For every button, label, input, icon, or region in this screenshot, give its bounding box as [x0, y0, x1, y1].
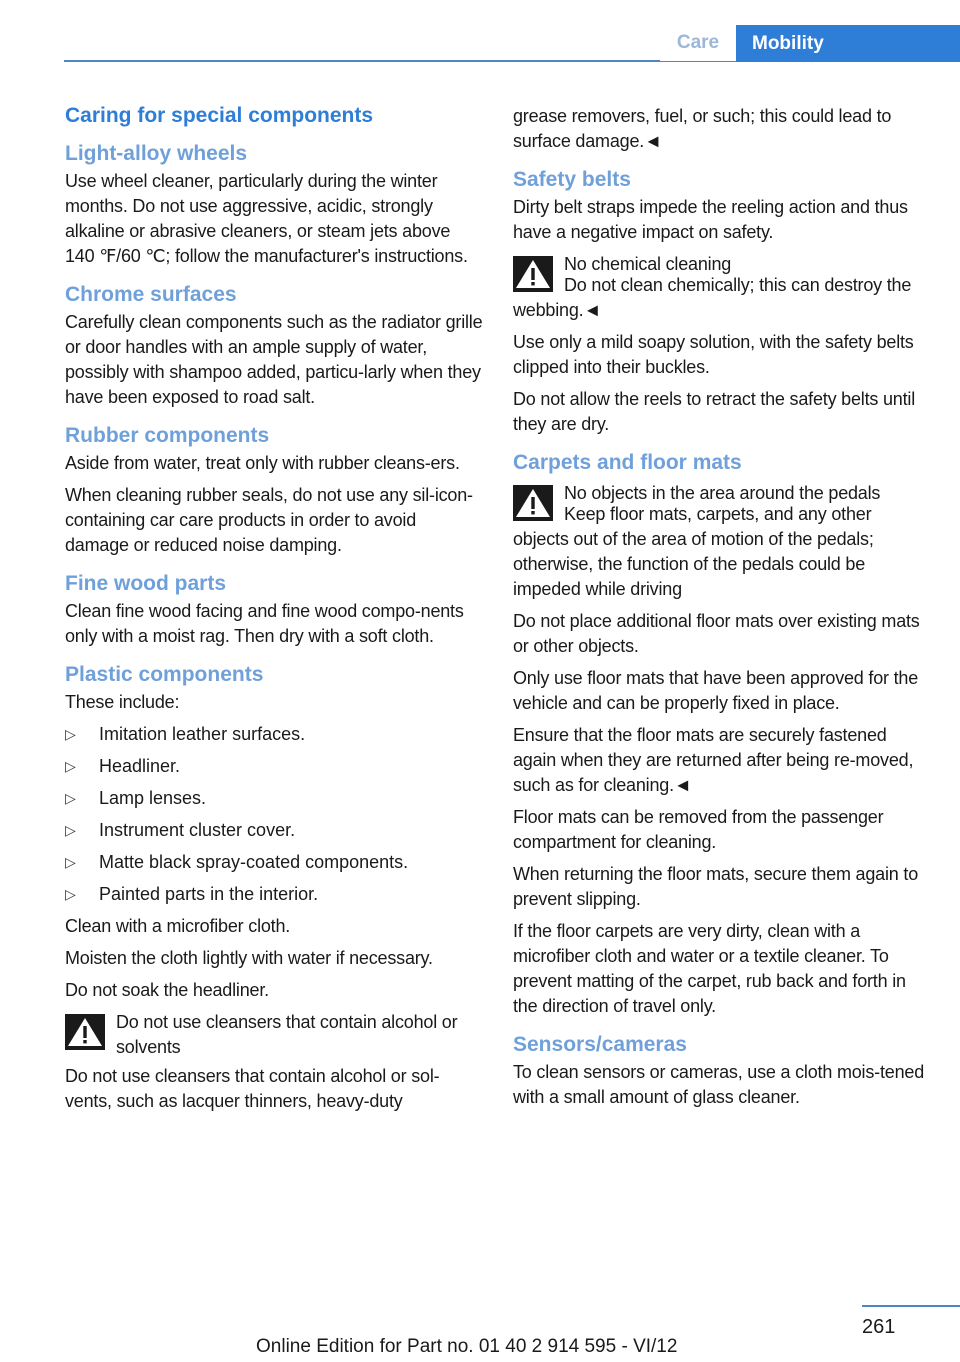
bullet-triangle-icon: ▷ — [65, 758, 76, 774]
footer-rule — [862, 1305, 960, 1307]
list-item: ▷ Matte black spray-coated components. — [65, 850, 483, 875]
paragraph: Do not place additional floor mats over existing mats or other objects. — [513, 611, 920, 656]
paragraph: Do not allow the reels to retract the safety belts until they are dry. — [513, 389, 916, 434]
warning-text: Do not clean chemically; this can destroy the webbing.◄ — [513, 275, 912, 320]
paragraph: Do not soak the headliner. — [65, 980, 269, 1000]
list-item: ▷ Lamp lenses. — [65, 786, 483, 811]
warning-block — [65, 1010, 483, 1060]
edition-footer: Online Edition for Part no. 01 40 2 914 595 - VI/12 — [256, 1336, 678, 1357]
paragraph: Use only a mild soapy solution, with the safety belts clipped into their buckles. — [513, 332, 914, 377]
paragraph: Carefully clean components such as the radiator grille or door handles with an ample supply of water, possibly with shampoo added, particu-larly when they have been exposed to road salt. — [65, 312, 483, 407]
heading-chrome-surfaces: Chrome surfaces — [65, 283, 237, 306]
bullet-triangle-icon: ▷ — [65, 822, 76, 838]
heading-plastic-components: Plastic components — [65, 663, 264, 686]
bullet-triangle-icon: ▷ — [65, 790, 76, 806]
tab-mobility[interactable]: Mobility — [736, 25, 960, 62]
right-column — [513, 104, 931, 1117]
paragraph: grease removers, fuel, or such; this could lead to surface damage.◄ — [513, 106, 892, 151]
warning-triangle-icon — [513, 256, 553, 292]
paragraph: Dirty belt straps impede the reeling action and thus have a negative impact on safety. — [513, 197, 908, 242]
heading-rubber-components: Rubber components — [65, 424, 270, 447]
list-item: ▷ Headliner. — [65, 754, 483, 779]
warning-block — [513, 252, 931, 277]
paragraph: Use wheel cleaner, particularly during the winter months. Do not use aggressive, acidic, strongly alkaline or abrasive cleaners, or steam jets above 140 ℉/60 ℃; follow the manufacturer's instructions. — [65, 171, 468, 266]
page-number: 261 — [862, 1316, 896, 1338]
paragraph: Aside from water, treat only with rubber cleans-ers. — [65, 453, 460, 473]
bullet-triangle-icon: ▷ — [65, 854, 76, 870]
paragraph: Only use floor mats that have been approved for the vehicle and can be properly fixed in place. — [513, 668, 919, 713]
paragraph: Floor mats can be removed from the passenger compartment for cleaning. — [513, 807, 884, 852]
bullet-triangle-icon: ▷ — [65, 886, 76, 902]
warning-text: Keep floor mats, carpets, and any other objects out of the area of motion of the pedals; otherwise, the function of the pedals could be impeded while driving — [513, 504, 874, 599]
warning-title: Do not use cleansers that contain alcohol or solvents — [116, 1012, 458, 1057]
paragraph: These include: — [65, 692, 180, 712]
list-item: ▷ Instrument cluster cover. — [65, 818, 483, 843]
tab-care[interactable]: Care — [660, 25, 736, 61]
warning-triangle-icon — [513, 485, 553, 521]
paragraph: When cleaning rubber seals, do not use any sil-icon-containing car care products in order to avoid damage or reduced noise damping. — [65, 485, 473, 555]
heading-light-alloy-wheels: Light-alloy wheels — [65, 142, 248, 165]
paragraph: When returning the floor mats, secure them again to prevent slipping. — [513, 864, 919, 909]
paragraph: Moisten the cloth lightly with water if necessary. — [65, 948, 433, 968]
section-title: Caring for special components — [65, 104, 374, 127]
warning-title: No chemical cleaning — [564, 254, 732, 274]
heading-safety-belts: Safety belts — [513, 168, 631, 191]
bullet-triangle-icon: ▷ — [65, 726, 76, 742]
list-item: ▷ Painted parts in the interior. — [65, 882, 483, 907]
warning-triangle-icon — [65, 1014, 105, 1050]
heading-carpets-floor-mats: Carpets and floor mats — [513, 451, 742, 474]
paragraph: Clean with a microfiber cloth. — [65, 916, 291, 936]
warning-title: No objects in the area around the pedals — [564, 483, 881, 503]
heading-fine-wood-parts: Fine wood parts — [65, 572, 227, 595]
heading-sensors-cameras: Sensors/cameras — [513, 1033, 687, 1056]
warning-text: Do not use cleansers that contain alcohol or sol-vents, such as lacquer thinners, heavy-duty — [65, 1066, 440, 1111]
paragraph: If the floor carpets are very dirty, clean with a microfiber cloth and water or a textile cleaner. To prevent matting of the carpet, rub back and forth in the direction of travel only. — [513, 921, 906, 1016]
paragraph: Clean fine wood facing and fine wood compo-nents only with a moist rag. Then dry with a soft cloth. — [65, 601, 464, 646]
paragraph: Ensure that the floor mats are securely fastened again when they are returned after being re-moved, such as for cleaning.◄ — [513, 725, 914, 795]
plastic-list — [65, 722, 483, 907]
list-item: ▷ Imitation leather surfaces. — [65, 722, 483, 747]
left-column — [65, 100, 483, 1121]
warning-block — [513, 481, 931, 506]
paragraph: To clean sensors or cameras, use a cloth mois-tened with a small amount of glass cleaner. — [513, 1062, 924, 1107]
